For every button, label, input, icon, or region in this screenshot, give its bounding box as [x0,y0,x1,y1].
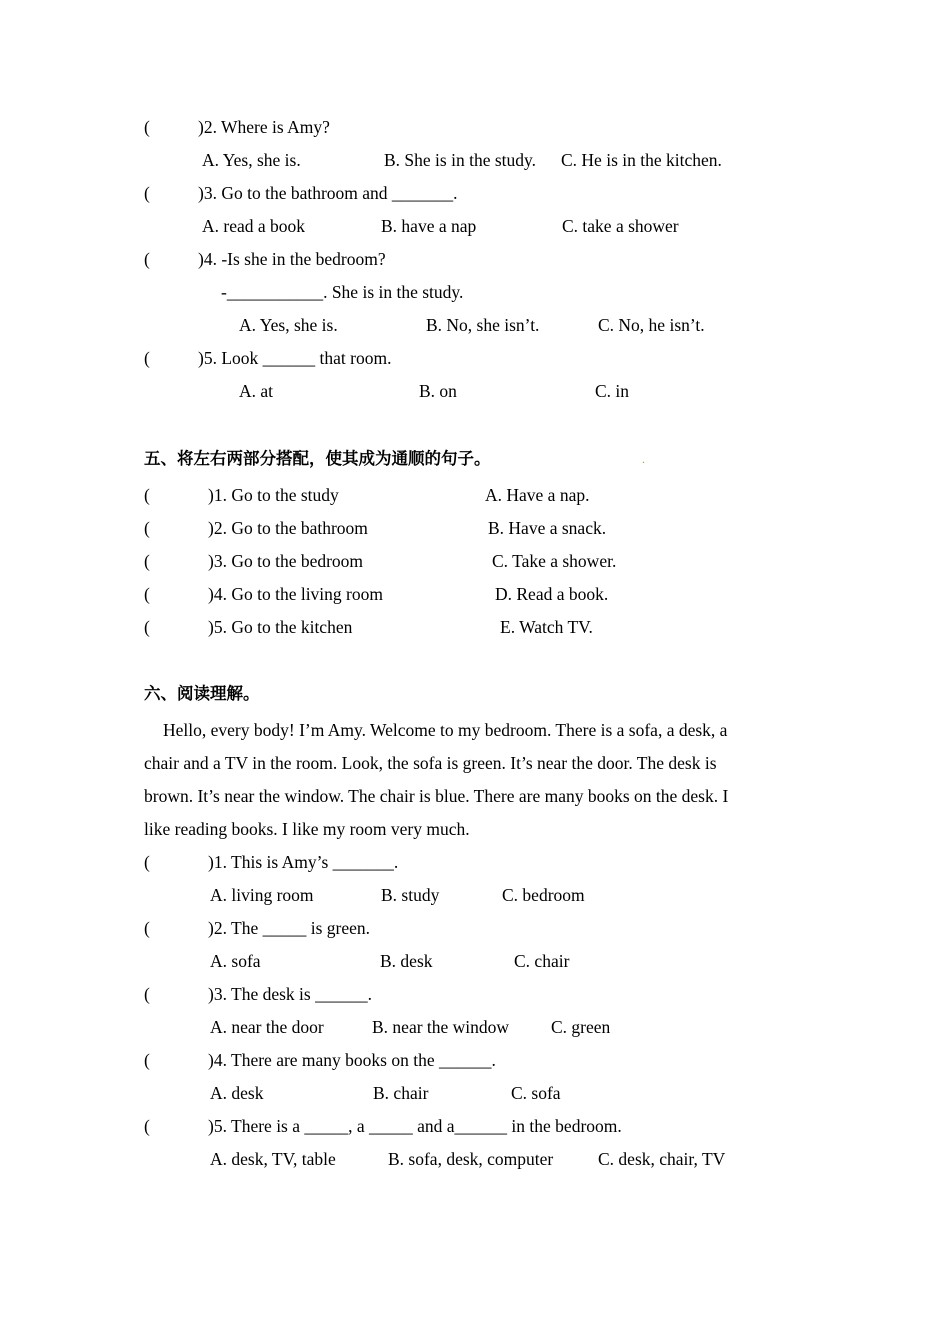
question-text: )3. The desk is ______. [208,984,372,1004]
option-a[interactable]: A. read a book [202,216,306,236]
answer-bracket[interactable]: ( [144,918,150,938]
answer-bracket[interactable]: ( [144,1050,150,1070]
passage-line: Hello, every body! I’m Amy. Welcome to my bedroom. There is a sofa, a desk, a [163,720,728,740]
option-c[interactable]: C. chair [514,951,570,971]
option-a[interactable]: A. desk, TV, table [210,1149,336,1169]
matching-right: E. Watch TV. [500,617,593,637]
passage-line: like reading books. I like my room very much. [144,819,470,839]
option-c[interactable]: C. in [595,381,630,401]
answer-bracket[interactable]: ( [144,183,150,203]
answer-bracket[interactable]: ( [144,1116,150,1136]
option-a[interactable]: A. sofa [210,951,261,971]
question-text: )5. Look ______ that room. [198,348,392,368]
matching-right: C. Take a shower. [492,551,617,571]
stray-dot: . [642,452,645,466]
option-b[interactable]: B. study [381,885,440,905]
answer-bracket[interactable]: ( [144,984,150,1004]
option-a[interactable]: A. desk [210,1083,264,1103]
question-text: )2. Where is Amy? [198,117,330,137]
matching-right: D. Read a book. [495,584,609,604]
option-c[interactable]: C. desk, chair, TV [598,1149,726,1169]
answer-bracket[interactable]: ( [144,249,150,269]
option-a[interactable]: A. Yes, she is. [202,150,301,170]
option-c[interactable]: C. sofa [511,1083,561,1103]
matching-left: )4. Go to the living room [208,584,383,604]
option-b[interactable]: B. chair [373,1083,429,1103]
matching-right: A. Have a nap. [485,485,590,505]
option-b[interactable]: B. She is in the study. [384,150,536,170]
matching-left: )5. Go to the kitchen [208,617,353,637]
option-c[interactable]: C. take a shower [562,216,679,236]
section-6-title: 六、阅读理解。 [144,684,260,703]
answer-bracket[interactable]: ( [144,584,150,604]
option-b[interactable]: B. near the window [372,1017,510,1037]
option-b[interactable]: B. on [419,381,457,401]
answer-bracket[interactable]: ( [144,485,150,505]
matching-right: B. Have a snack. [488,518,607,538]
question-text: )4. -Is she in the bedroom? [198,249,386,269]
option-b[interactable]: B. have a nap [381,216,477,236]
option-b[interactable]: B. No, she isn’t. [426,315,540,335]
option-a[interactable]: A. at [239,381,274,401]
answer-bracket[interactable]: ( [144,852,150,872]
option-c[interactable]: C. green [551,1017,611,1037]
option-a[interactable]: A. near the door [210,1017,324,1037]
question-text: )5. There is a _____, a _____ and a______ in the bedroom. [208,1116,622,1136]
passage-line: chair and a TV in the room. Look, the sofa is green. It’s near the door. The desk is [144,753,717,773]
question-text-line2: -___________. She is in the study. [221,282,464,302]
answer-bracket[interactable]: ( [144,617,150,637]
answer-bracket[interactable]: ( [144,551,150,571]
question-text: )3. Go to the bathroom and _______. [198,183,458,203]
option-c[interactable]: C. bedroom [502,885,585,905]
option-b[interactable]: B. sofa, desk, computer [388,1149,554,1169]
option-c[interactable]: C. He is in the kitchen. [561,150,722,170]
answer-bracket[interactable]: ( [144,348,150,368]
matching-left: )3. Go to the bedroom [208,551,364,571]
question-text: )2. The _____ is green. [208,918,371,938]
option-b[interactable]: B. desk [380,951,433,971]
section-5-title: 五、将左右两部分搭配，使其成为通顺的句子。 [144,449,491,468]
question-text: )1. This is Amy’s _______. [208,852,399,872]
matching-left: )1. Go to the study [208,485,339,505]
option-c[interactable]: C. No, he isn’t. [598,315,705,335]
answer-bracket[interactable]: ( [144,518,150,538]
passage-line: brown. It’s near the window. The chair is blue. There are many books on the desk. I [144,786,729,806]
option-a[interactable]: A. living room [210,885,314,905]
option-a[interactable]: A. Yes, she is. [239,315,338,335]
question-text: )4. There are many books on the ______. [208,1050,496,1070]
answer-bracket[interactable]: ( [144,117,150,137]
matching-left: )2. Go to the bathroom [208,518,368,538]
